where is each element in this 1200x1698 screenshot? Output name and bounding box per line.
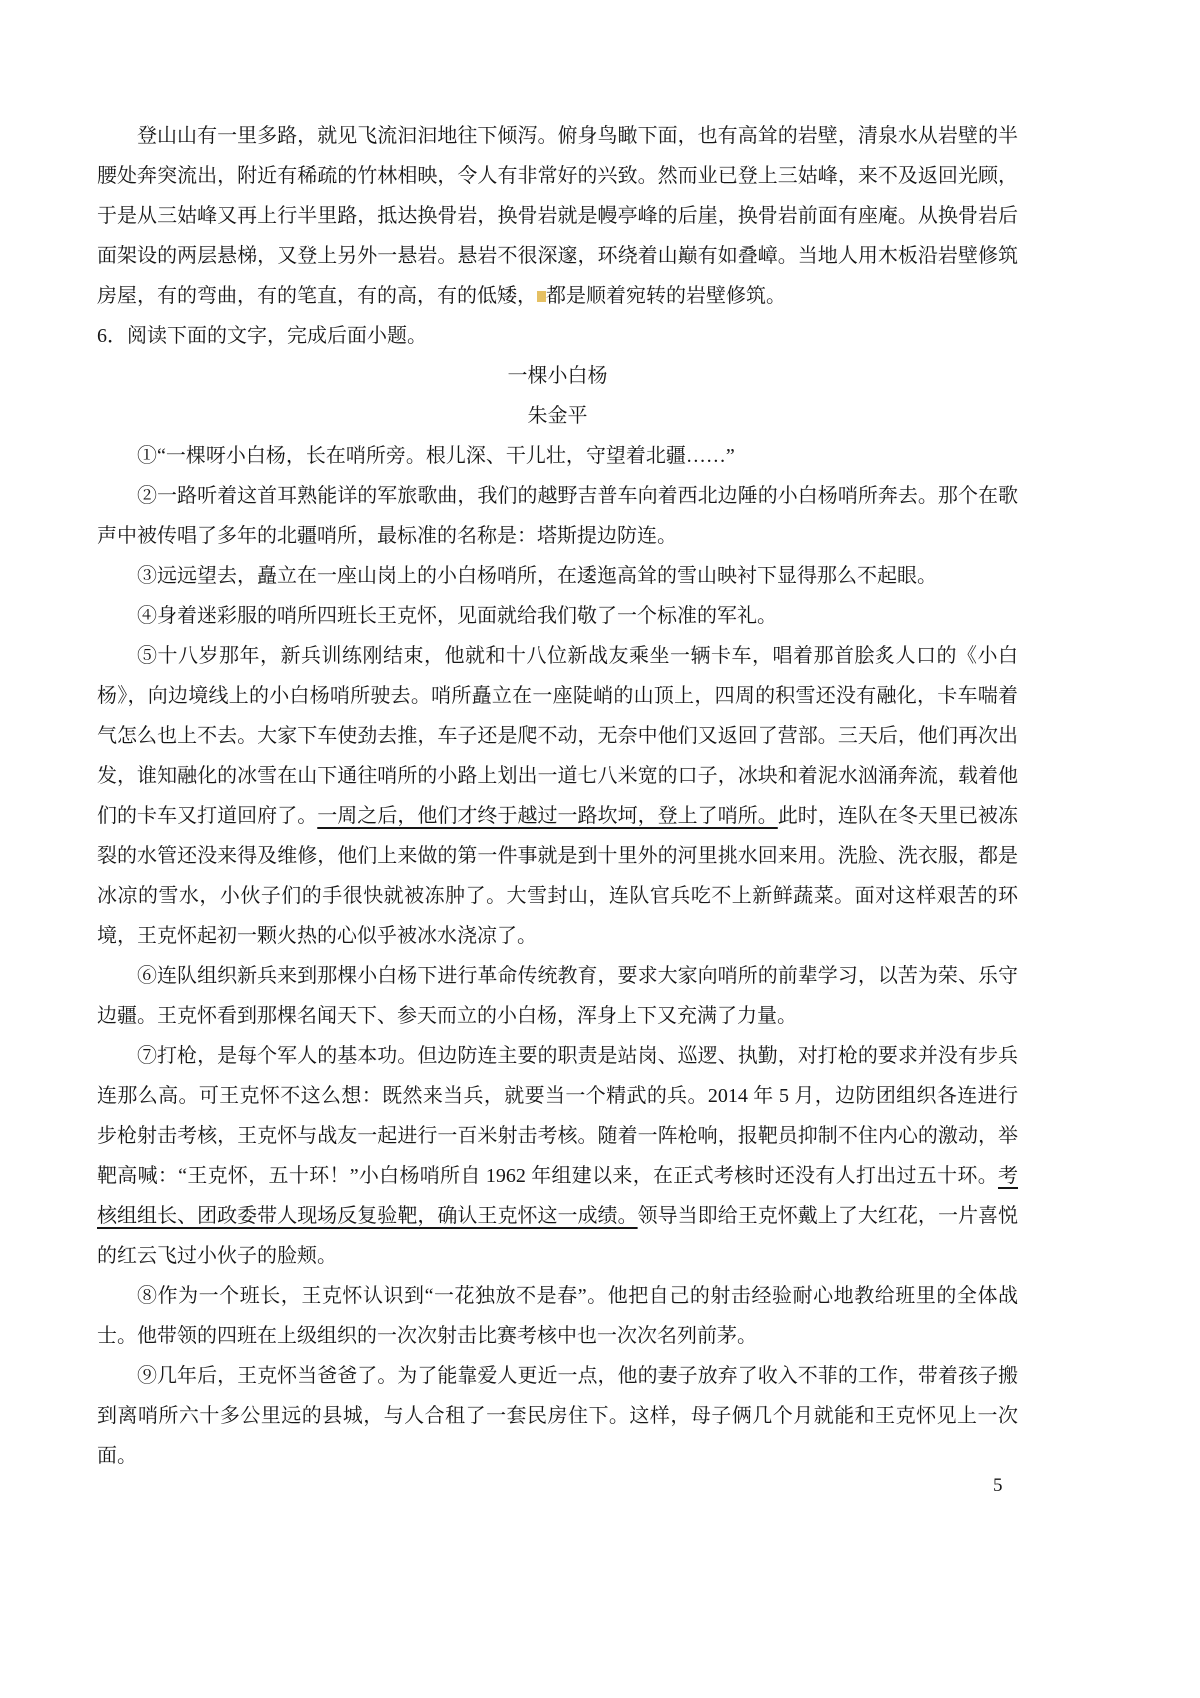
text-run: ⑨几年后，王克怀当爸爸了。为了能靠爱人更近一点，他的妻子放弃了收入不菲的工作，带着孩子搬到离哨所六十多公里远的县城，与人合租了一套民房住下。这样，母子俩几个月就能和王克怀见上一次面。 [97,1365,1018,1467]
article-paragraph-9 [97,1356,1018,1476]
article-title: 一棵小白杨 [507,365,608,387]
text-run: ④身着迷彩服的哨所四班长王克怀，见面就给我们敬了一个标准的军礼。 [137,605,777,627]
text-run: ③远远望去，矗立在一座山岗上的小白杨哨所，在逶迤高耸的雪山映衬下显得那么不起眼。 [137,565,937,587]
underlined-text: 考核组组长、团政委带人现场反复验靶，确认王克怀这一成绩。 [97,1165,1018,1227]
text-run: ⑤十八岁那年，新兵训练刚结束，他就和十八位新战友乘坐一辆卡车，唱着那首脍炙人口的《小白杨》，向边境线上的小白杨哨所驶去。哨所矗立在一座陡峭的山顶上，四周的积雪还没有融化，卡车喘着气怎么也上不去。大家下车使劲去推，车子还是爬不动，无奈中他们又返回了营部。三天后，他们再次出发，谁知融化的冰雪在山下通往哨所的小路上划出一道七八米宽的口子，冰块和着泥水汹涌奔流，载着他们的卡车又打道回府了。 [97,645,1018,827]
text-run: ②一路听着这首耳熟能详的军旅歌曲，我们的越野吉普车向着西北边陲的小白杨哨所奔去。那个在歌声中被传唱了多年的北疆哨所，最标准的名称是：塔斯提边防连。 [97,485,1018,547]
page-number: 5 [993,1475,1003,1496]
intro-paragraph [97,116,1018,316]
text-run: 领导当即给王克怀戴上了大红花，一片喜悦的红云飞过小伙子的脸颊。 [97,1205,1019,1267]
text-run: ⑧作为一个班长，王克怀认识到“一花独放不是春”。他把自己的射击经验耐心地教给班里的全体战士。他带领的四班在上级组织的一次次射击比赛考核中也一次次名列前茅。 [97,1285,1018,1347]
article-paragraph-6 [97,956,1018,1036]
article-author: 朱金平 [527,405,588,427]
question-line [97,316,1018,356]
article-paragraph-2 [97,476,1018,556]
highlight-mark [537,291,546,302]
text-run: 此时，连队在冬天里已被冻裂的水管还没来得及维修，他们上来做的第一件事就是到十里外的河里挑水回来用。洗脸、洗衣服，都是冰凉的雪水，小伙子们的手很快就被冻肿了。大雪封山，连队官兵吃不上新鲜蔬菜。面对这样艰苦的环境，王克怀起初一颗火热的心似乎被冰水浇凉了。 [97,805,1019,947]
article-paragraph-7 [97,1036,1018,1276]
text-run: ⑦打枪，是每个军人的基本功。但边防连主要的职责是站岗、巡逻、执勤，对打枪的要求并没有步兵连那么高。可王克怀不这么想：既然来当兵，就要当一个精武的兵。2014 年 5 月，边防团组织各连进行步枪射击考核，王克怀与战友一起进行一百米射击考核。随着一阵枪响，报靶员抑制不住内心的激动，举靶高喊：“王克怀，五十环！”小白杨哨所自 1962 年组建以来，在正式考核时还没有人打出过五十环。 [97,1045,1018,1187]
text-run: ⑥连队组织新兵来到那棵小白杨下进行革命传统教育，要求大家向哨所的前辈学习，以苦为荣、乐守边疆。王克怀看到那棵名闻天下、参天而立的小白杨，浑身上下又充满了力量。 [97,965,1018,1027]
text-run: 6．阅读下面的文字，完成后面小题。 [97,325,427,347]
text-run: ①“一棵呀小白杨，长在哨所旁。根儿深、干儿壮，守望着北疆……” [137,445,735,467]
article-paragraph-1 [97,436,1018,476]
text-run: 登山山有一里多路，就见飞流汩汩地往下倾泻。俯身鸟瞰下面，也有高耸的岩壁，清泉水从岩壁的半腰处奔突流出，附近有稀疏的竹林相映，令人有非常好的兴致。然而业已登上三姑峰，来不及返回光顾，于是从三姑峰又再上行半里路，抵达换骨岩，换骨岩就是幔亭峰的后崖，换骨岩前面有座庵。从换骨岩后面架设的两层悬梯，又登上另外一悬岩。悬岩不很深邃，环绕着山巅有如叠嶂。当地人用木板沿岩壁修筑房屋，有的弯曲，有的笔直，有的高，有的低矮， [97,125,1018,307]
article-paragraph-5 [97,636,1018,956]
document-flow [97,116,1018,1476]
article-paragraph-8 [97,1276,1018,1356]
text-run: 都是顺着宛转的岩壁修筑。 [546,285,786,307]
underlined-text: 一周之后，他们才终于越过一路坎坷，登上了哨所。 [317,805,778,827]
article-paragraph-4 [97,596,1018,636]
article-paragraph-3 [97,556,1018,596]
